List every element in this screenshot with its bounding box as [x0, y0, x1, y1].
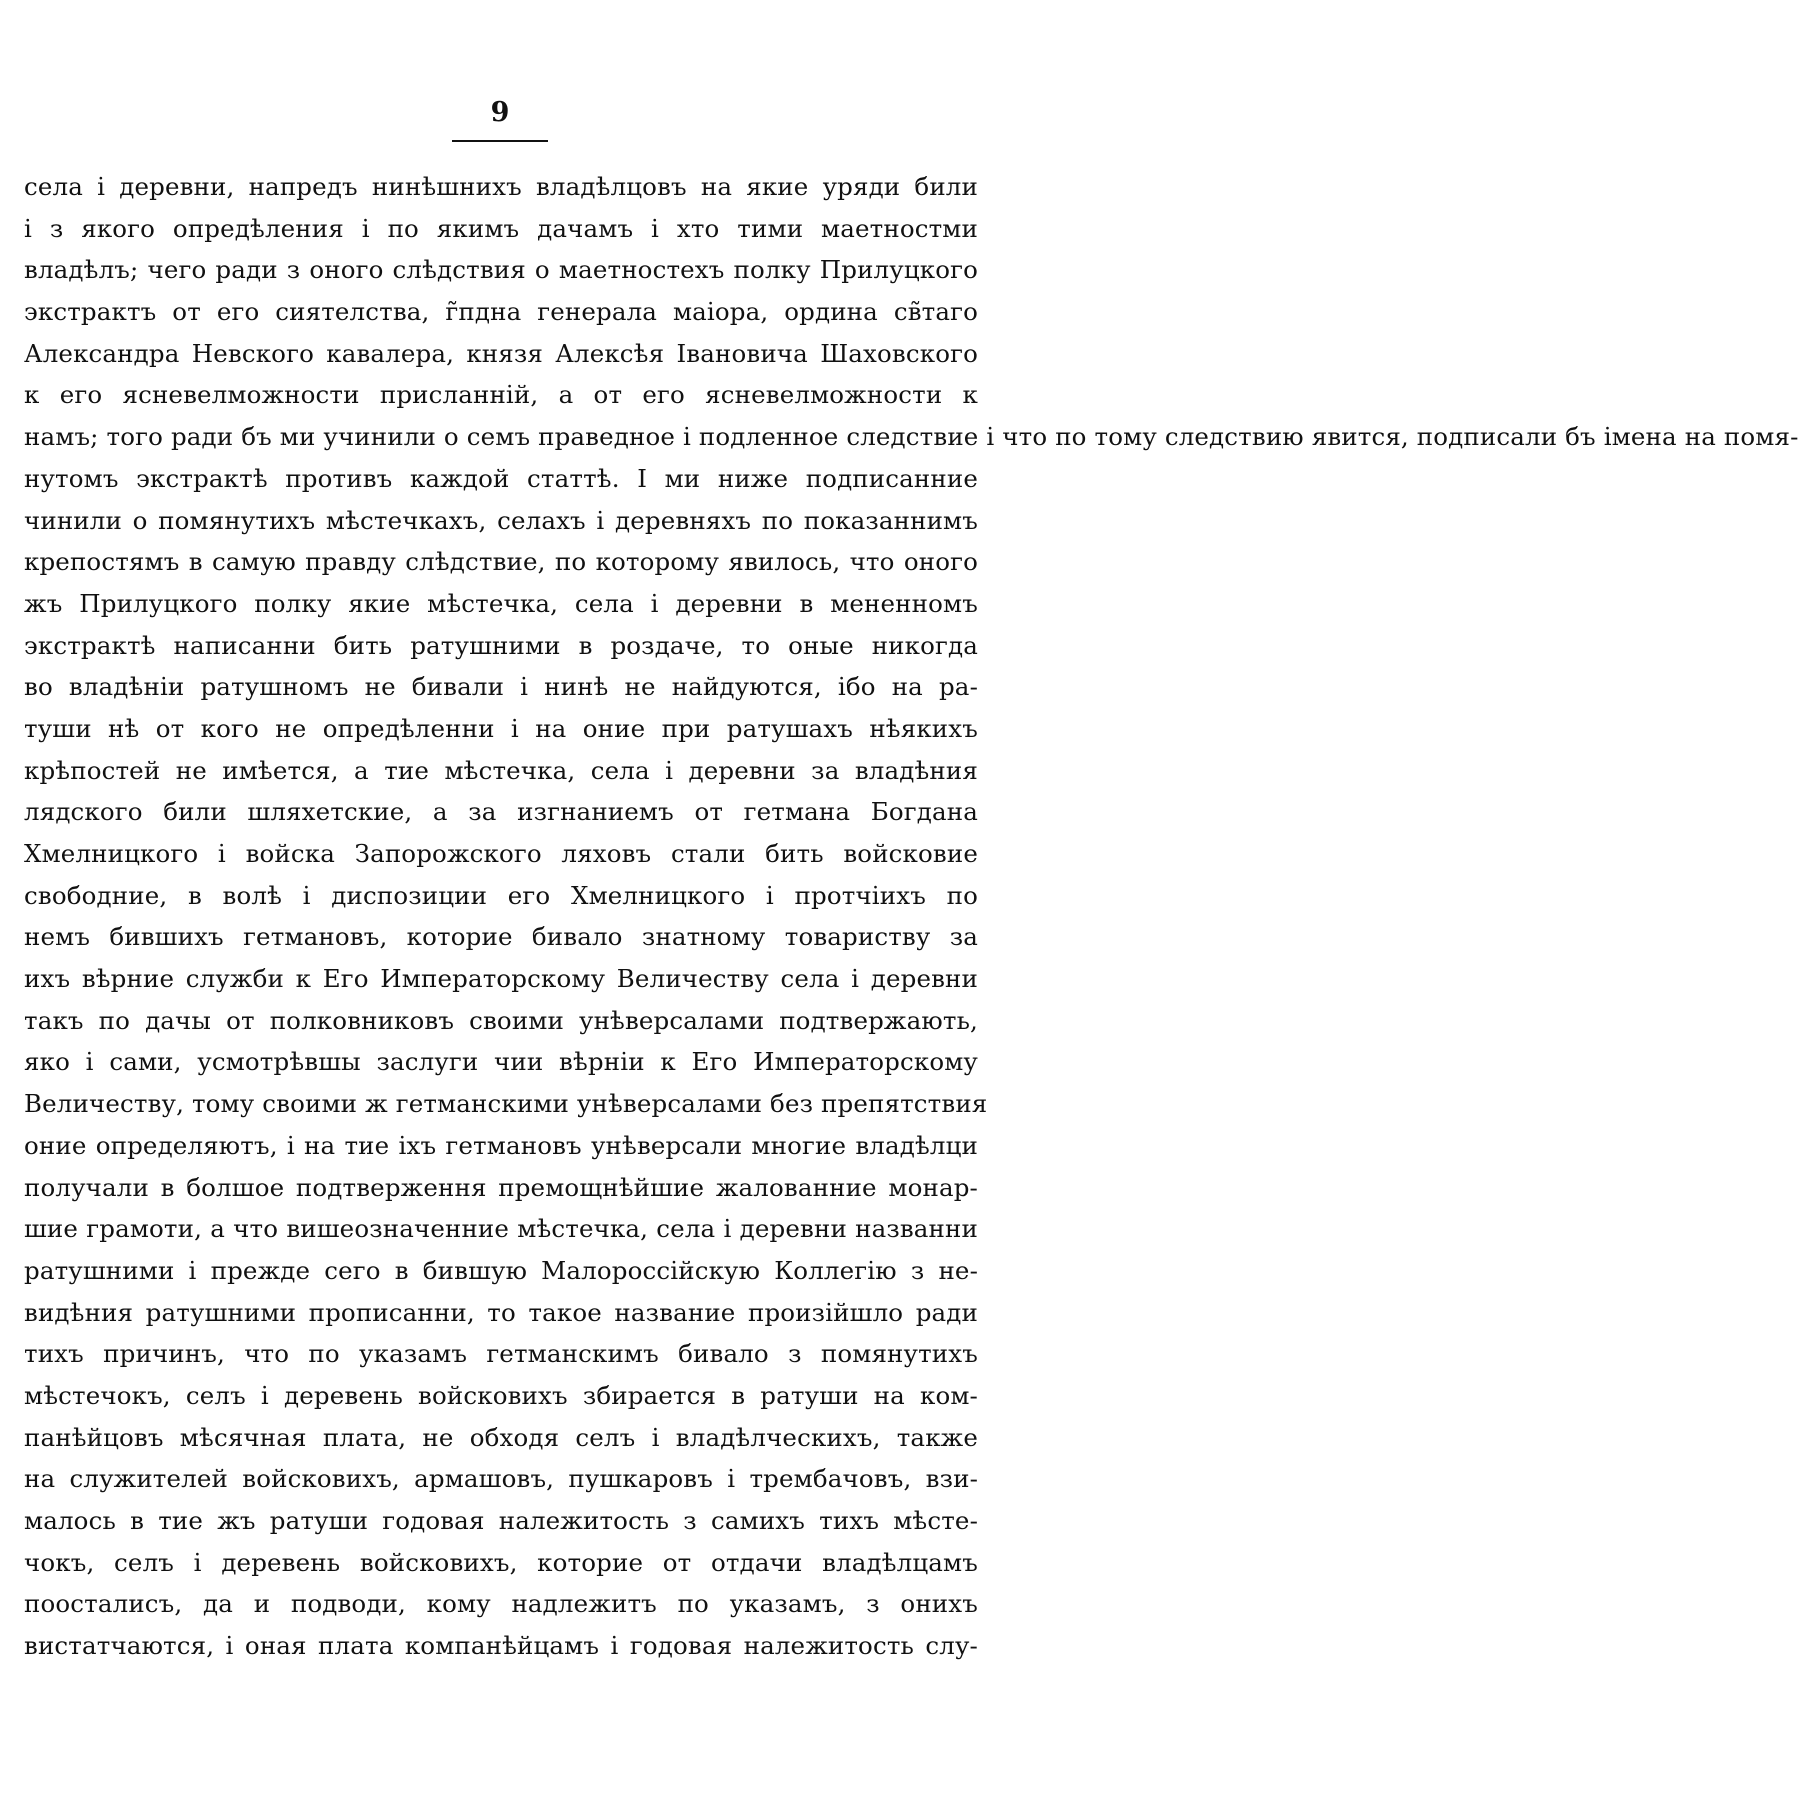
text-line: яко і сами, усмотрѣвшы заслуги чии вѣрніи к Его Императорскому: [24, 1047, 978, 1077]
text-line: мѣстечокъ, селъ і деревень войсковихъ збирается в ратуши на ком-: [24, 1380, 978, 1410]
body-text: [24, 166, 1799, 1667]
text-line: чокъ, селъ і деревень войсковихъ, которие от отдачи владѣлцамъ: [24, 1547, 978, 1577]
text-line: вистатчаются, і оная плата компанѣйцамъ і годовая належитость слу-: [24, 1631, 978, 1661]
text-line: ратушними і прежде сего в бившую Малороссійскую Коллегію з не-: [24, 1255, 978, 1285]
text-line: оние определяютъ, і на тие іхъ гетмановъ унѣверсали многие владѣлци: [24, 1130, 978, 1160]
text-line: свободние, в волѣ і диспозиции его Хмелницкого і протчіихъ по: [24, 880, 978, 910]
page-number: 9: [490, 97, 510, 128]
text-line: малось в тие жъ ратуши годовая належитость з самихъ тихъ мѣсте-: [24, 1506, 978, 1535]
text-line: немъ бившихъ гетмановъ, которие бивало знатному товариству за: [24, 922, 978, 952]
text-line: получали в болшое подтверження премощнѣйшие жалованние монар-: [24, 1172, 978, 1202]
text-line: на служителей войсковихъ, армашовъ, пушкаровъ і трембачовъ, взи-: [24, 1464, 978, 1494]
text-line: села і деревни, напредъ нинѣшнихъ владѣлцовъ на якие уряди били: [24, 172, 978, 201]
text-line: лядского били шляхетские, а за изгнаниемъ от гетмана Богдана: [24, 797, 978, 827]
text-line: туши нѣ от кого не опредѣленни і на оние при ратушахъ нѣякихъ: [24, 713, 978, 743]
text-line: тихъ причинъ, что по указамъ гетманскимъ бивало з помянутихъ: [24, 1339, 978, 1369]
text-line: чинили о помянутихъ мѣстечкахъ, селахъ і деревняхъ по показаннимъ: [24, 505, 978, 535]
text-line: владѣлъ; чего ради з оного слѣдствия о маетностехъ полку Прилуцкого: [24, 255, 978, 285]
text-line: ихъ вѣрние служби к Его Императорскому Величеству села і деревни: [24, 964, 978, 994]
text-line: во владѣніи ратушномъ не бивали і нинѣ не найдуются, ібо на ра-: [24, 672, 978, 702]
text-line: экстрактѣ написанни бить ратушними в роздаче, то оные никогда: [24, 630, 978, 660]
text-line: поосталисъ, да и подводи, кому надлежитъ по указамъ, з онихъ: [24, 1589, 978, 1619]
text-line: Величеству, тому своими ж гетманскими унѣверсалами без препятствия: [24, 1089, 988, 1119]
text-line: экстрактъ от его сиятелства, г̃пдна генерала маіора, ордина св̃таго: [24, 297, 978, 327]
text-line: крѣпостей не имѣется, а тие мѣстечка, села і деревни за владѣния: [24, 755, 978, 785]
text-line: намъ; того ради бъ ми учинили о семъ праведное і подленное следствие і что по тому следствию явится, подписали бъ імена на помя-: [24, 422, 1799, 452]
text-line: жъ Прилуцкого полку якие мѣстечка, села і деревни в мененномъ: [24, 588, 978, 618]
text-line: видѣния ратушними прописанни, то такое название произійшло ради: [24, 1297, 978, 1327]
text-line: шие грамоти, а что вишеозначенние мѣстечка, села і деревни названни: [24, 1214, 978, 1244]
text-line: Александра Невского кавалера, князя Алексѣя Івановича Шаховского: [24, 338, 978, 368]
text-line: і з якого опредѣления і по якимъ дачамъ і хто тими маетностми: [24, 213, 978, 243]
text-line: Хмелницкого і войска Запорожского ляховъ стали бить войсковие: [24, 839, 978, 868]
text-line: такъ по дачы от полковниковъ своими унѣверсалами подтвержають,: [24, 1005, 978, 1035]
text-line: крепостямъ в самую правду слѣдствие, по которому явилось, что оного: [24, 547, 978, 577]
page-number-rule: [452, 140, 548, 142]
text-line: нутомъ экстрактѣ противъ каждой статтѣ. І ми ниже подписанние: [24, 463, 978, 493]
text-line: панѣйцовъ мѣсячная плата, не обходя селъ і владѣлческихъ, также: [24, 1422, 978, 1452]
text-line: к его ясневелможности присланній, а от его ясневелможности к: [24, 380, 978, 410]
